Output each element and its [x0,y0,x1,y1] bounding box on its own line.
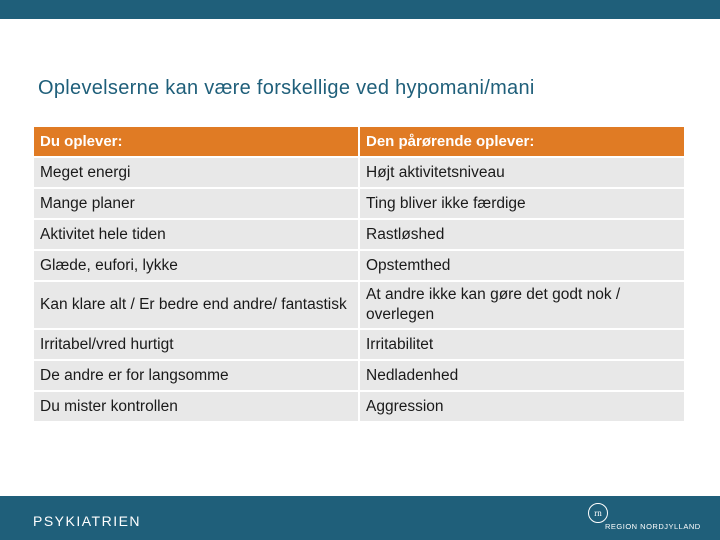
table-cell: Du mister kontrollen [33,391,359,422]
table-row [33,157,685,188]
table-cell: Rastløshed [359,219,685,250]
table-row [33,391,685,422]
table-cell: Aktivitet hele tiden [33,219,359,250]
psykiatrien-logo: PSYKIATRIEN [33,513,142,529]
table-cell: Glæde, eufori, lykke [33,250,359,281]
header-paaroerende-oplever: Den pårørende oplever: [359,126,685,157]
table-cell: Ting bliver ikke færdige [359,188,685,219]
table-cell: Irritabel/vred hurtigt [33,329,359,360]
table-cell: Opstemthed [359,250,685,281]
comparison-table [32,125,686,423]
table-cell: Irritabilitet [359,329,685,360]
table-cell: Mange planer [33,188,359,219]
table-row [33,329,685,360]
region-nordjylland-logo [586,503,712,533]
region-name: REGION NORDJYLLAND [605,522,701,531]
table-cell: At andre ikke kan gøre det godt nok / overlegen [359,281,685,329]
table-row [33,360,685,391]
table-cell: Meget energi [33,157,359,188]
table-cell: Nedladenhed [359,360,685,391]
table-cell: De andre er for langsomme [33,360,359,391]
table-row [33,250,685,281]
table-cell: Kan klare alt / Er bedre end andre/ fantastisk [33,281,359,329]
table-cell: Aggression [359,391,685,422]
table-row [33,281,685,329]
table-row [33,188,685,219]
table-header-row [33,126,685,157]
slide-title: Oplevelserne kan være forskellige ved hypomani/mani [38,77,535,99]
region-mark-icon: rn [588,503,608,523]
table-row [33,219,685,250]
top-banner [0,0,720,19]
table-cell: Højt aktivitetsniveau [359,157,685,188]
header-du-oplever: Du oplever: [33,126,359,157]
